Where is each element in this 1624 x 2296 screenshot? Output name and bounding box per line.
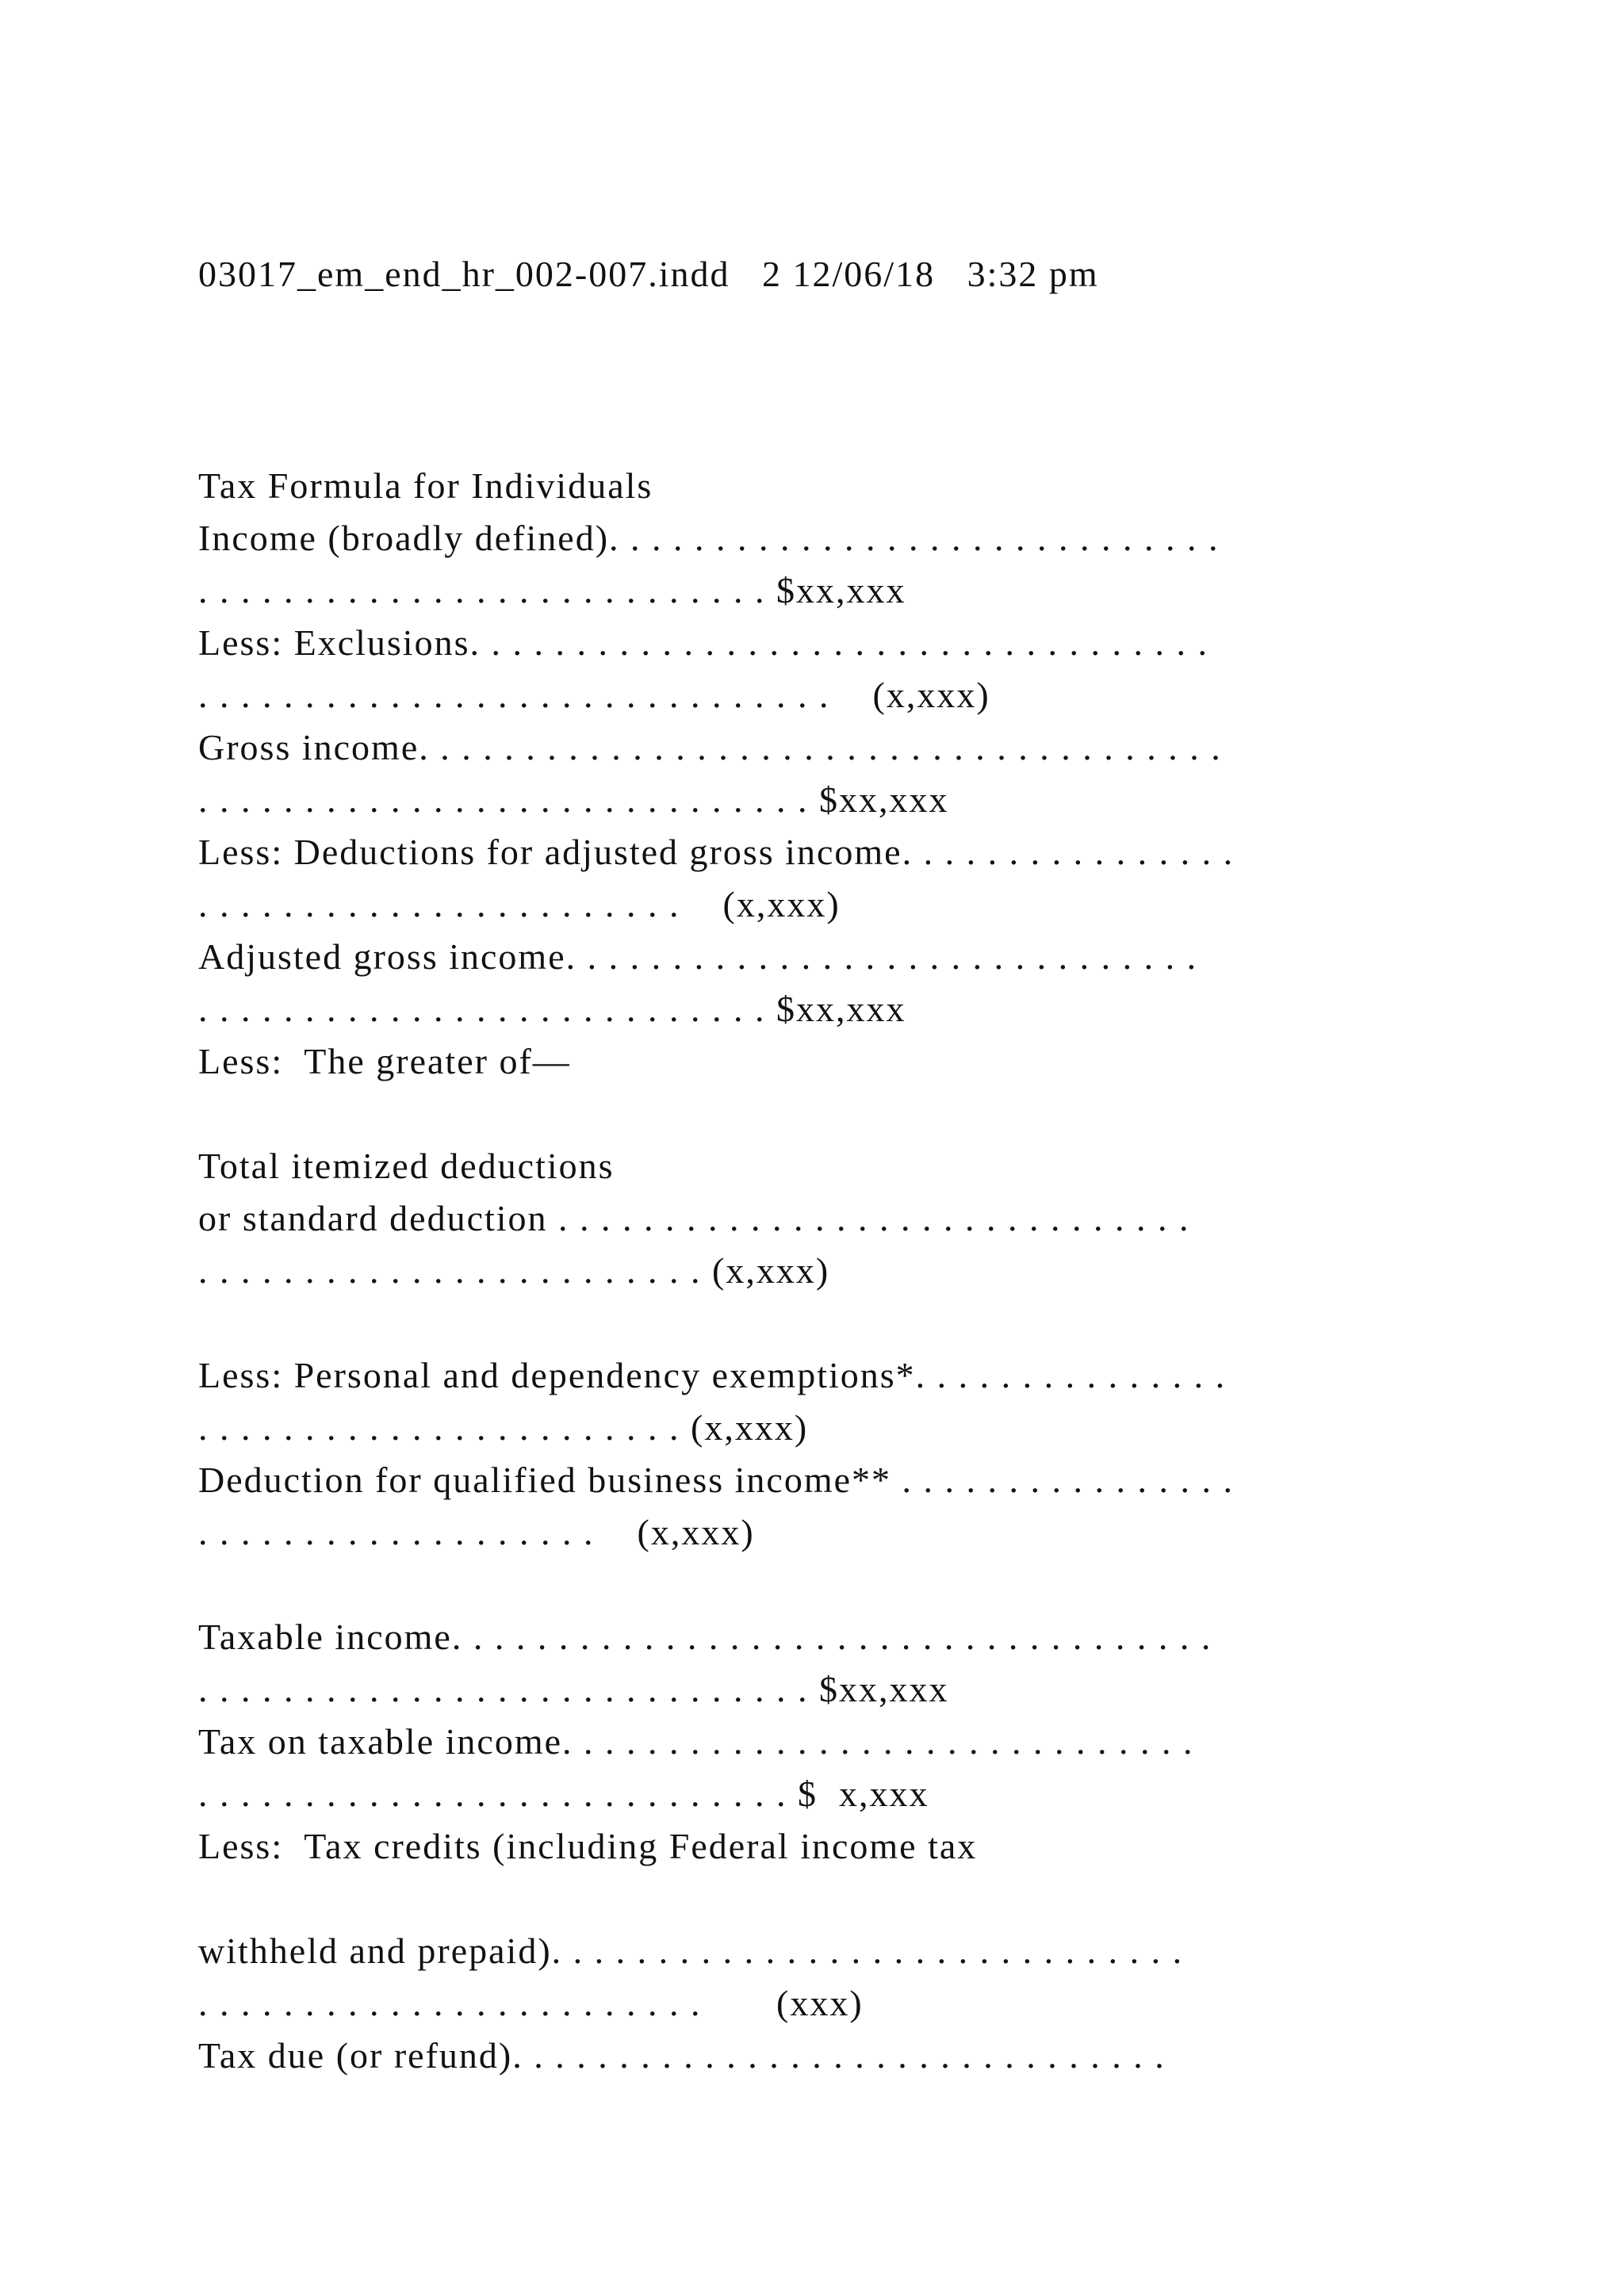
text-line: Taxable income. . . . . . . . . . . . . . . . . . . . . . . . . . . . . . . . . . . . [198, 1617, 1212, 1657]
text-line: Tax due (or refund). . . . . . . . . . . . . . . . . . . . . . . . . . . . . . . [198, 2035, 1166, 2076]
text-line: Gross income. . . . . . . . . . . . . . . . . . . . . . . . . . . . . . . . . . . . . . [198, 727, 1222, 767]
text-line: . . . . . . . . . . . . . . . . . . . . . . . . . . . . $ x,xxx [198, 1774, 929, 1814]
text-line: . . . . . . . . . . . . . . . . . . . . . . . (x,xxx) [198, 1407, 809, 1448]
text-line: Less: Personal and dependency exemptions*. . . . . . . . . . . . . . . [198, 1355, 1227, 1395]
document-title: Tax Formula for Individuals [198, 465, 653, 506]
text-line: . . . . . . . . . . . . . . . . . . . . . . . . (x,xxx) [198, 1250, 830, 1291]
text-line: . . . . . . . . . . . . . . . . . . . . . . . . . . . $xx,xxx [198, 570, 906, 610]
text-line: Adjusted gross income. . . . . . . . . . . . . . . . . . . . . . . . . . . . . . [198, 936, 1198, 977]
text-line: . . . . . . . . . . . . . . . . . . . . . . . . . . . . . $xx,xxx [198, 779, 949, 820]
file-info-header: 03017_em_end_hr_002-007.indd 2 12/06/18 3:32 pm [198, 254, 1099, 294]
text-line: . . . . . . . . . . . . . . . . . . . . . . . (x,xxx) [198, 884, 841, 924]
text-line: Less: The greater of— [198, 1041, 571, 1081]
text-line: Tax on taxable income. . . . . . . . . . . . . . . . . . . . . . . . . . . . . . [198, 1721, 1194, 1762]
text-line: . . . . . . . . . . . . . . . . . . . . . . . . . . . . . $xx,xxx [198, 1669, 949, 1709]
text-line: withheld and prepaid). . . . . . . . . . . . . . . . . . . . . . . . . . . . . . [198, 1931, 1184, 1971]
text-line: Total itemized deductions [198, 1146, 615, 1186]
text-line: Less: Exclusions. . . . . . . . . . . . . . . . . . . . . . . . . . . . . . . . . . . [198, 622, 1208, 663]
text-line: . . . . . . . . . . . . . . . . . . . . . . . . . . . . . . (x,xxx) [198, 675, 990, 715]
text-line: Income (broadly defined). . . . . . . . . . . . . . . . . . . . . . . . . . . . . [198, 518, 1220, 558]
text-line: . . . . . . . . . . . . . . . . . . . (x,xxx) [198, 1512, 755, 1552]
text-line: or standard deduction . . . . . . . . . . . . . . . . . . . . . . . . . . . . . . [198, 1198, 1190, 1238]
text-line: Less: Tax credits (including Federal income tax [198, 1826, 978, 1866]
text-line: . . . . . . . . . . . . . . . . . . . . . . . . . . . $xx,xxx [198, 989, 906, 1029]
text-line: . . . . . . . . . . . . . . . . . . . . . . . . (xxx) [198, 1983, 864, 2023]
text-line: Less: Deductions for adjusted gross income. . . . . . . . . . . . . . . . [198, 832, 1235, 872]
text-line: Deduction for qualified business income** . . . . . . . . . . . . . . . . [198, 1460, 1235, 1500]
